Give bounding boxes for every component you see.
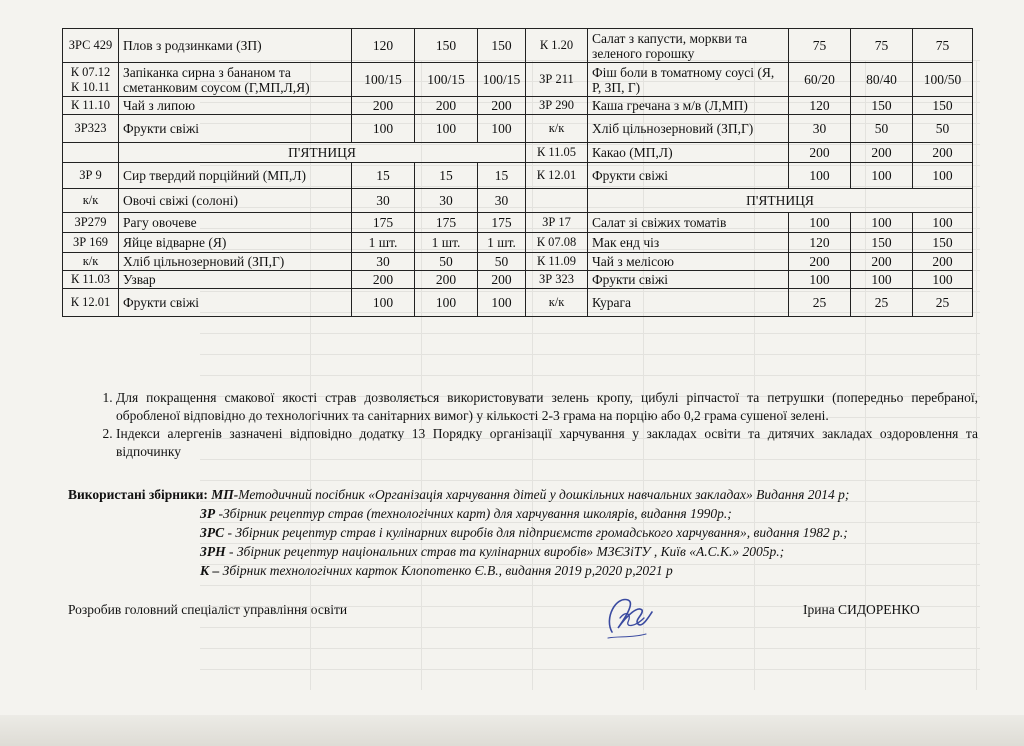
cell-portion-v2: 100 (851, 213, 913, 233)
cell-portion-v2: 175 (415, 213, 478, 233)
cell-code: К 11.05 (526, 143, 588, 163)
cell-code: к/к (526, 115, 588, 143)
note-item: 1. Для покращення смакової якості страв дозволяється використовувати зелень кропу, цибулі ріпчастої та петрушки (попередньо перебраної, обробленої відповідно до технологічних та санітарних вимог) у кількості 2-3 грама на порцію або 0,2 грама сушеної зелені. (116, 389, 978, 425)
page-bottom-edge (0, 715, 1024, 746)
cell-portion-v2: 80/40 (851, 63, 913, 97)
handwritten-signature (598, 588, 658, 648)
cell-code: К 11.10 (63, 97, 119, 115)
signer-name: Ірина СИДОРЕНКО (803, 602, 920, 617)
cell-code: ЗРС 429 (63, 29, 119, 63)
menu-table-body (63, 29, 973, 317)
cell-dish-name: Фрукти свіжі (588, 163, 789, 189)
cell-portion-v1: 120 (789, 233, 851, 253)
cell-dish-name: Чай з мелісою (588, 253, 789, 271)
day-heading: П'ЯТНИЦЯ (588, 189, 973, 213)
cell-portion-v1: 60/20 (789, 63, 851, 97)
cell-portion-v3: 200 (913, 253, 973, 271)
cell-dish-name: Чай з липою (119, 97, 352, 115)
table-row (63, 253, 973, 271)
cell-portion-v1: 120 (789, 97, 851, 115)
note-item: 2. Індекси алергенів зазначені відповідно додатку 13 Порядку організації харчування у закладах освіти та дитячих закладах оздоровлення та відпочинку (116, 425, 978, 461)
table-row (63, 271, 973, 289)
cell-code: К 12.01 (63, 289, 119, 317)
cell-portion-v1: 15 (352, 163, 415, 189)
table-row (63, 143, 973, 163)
day-heading: П'ЯТНИЦЯ (119, 143, 526, 163)
cell-dish-name: Салат зі свіжих томатів (588, 213, 789, 233)
cell-dish-name: Овочі свіжі (солоні) (119, 189, 352, 213)
cell-portion-v3: 100 (478, 115, 526, 143)
source-key: ЗРН (200, 544, 226, 559)
source-key: МП- (211, 487, 239, 502)
cell-portion-v3: 100 (478, 289, 526, 317)
cell-portion-v2: 200 (851, 253, 913, 271)
cell-portion-v1: 120 (352, 29, 415, 63)
table-row (63, 115, 973, 143)
cell-dish-name: Яйце відварне (Я) (119, 233, 352, 253)
cell-dish-name: Рагу овочеве (119, 213, 352, 233)
source-key: ЗР (200, 506, 216, 521)
cell-dish-name: Хліб цільнозерновий (ЗП,Г) (588, 115, 789, 143)
cell-code: к/к (63, 189, 119, 213)
cell-portion-v1: 200 (789, 143, 851, 163)
cell-code: К 1.20 (526, 29, 588, 63)
cell-code: ЗР 9 (63, 163, 119, 189)
cell-portion-v2: 75 (851, 29, 913, 63)
cell-dish-name: Фрукти свіжі (588, 271, 789, 289)
cell-dish-name: Мак енд чіз (588, 233, 789, 253)
cell-portion-v3: 100 (913, 213, 973, 233)
cell-portion-v3: 100/50 (913, 63, 973, 97)
cell-portion-v3: 200 (478, 97, 526, 115)
cell-code: К 11.03 (63, 271, 119, 289)
cell-portion-v1: 100 (789, 163, 851, 189)
cell-portion-v3: 1 шт. (478, 233, 526, 253)
cell-dish-name: Салат з капусти, моркви та зеленого горошку (588, 29, 789, 63)
cell-portion-v3: 75 (913, 29, 973, 63)
cell-portion-v1: 75 (789, 29, 851, 63)
source-text: - Збірник рецептур страв і кулінарних виробів для підприємств громадського харчування», видання 1982 р.; (224, 525, 848, 540)
table-row (63, 213, 973, 233)
cell-portion-v1: 30 (352, 253, 415, 271)
table-row (63, 29, 973, 63)
cell-portion-v1: 200 (789, 253, 851, 271)
cell-portion-v2: 200 (415, 271, 478, 289)
cell-portion-v2: 100 (851, 163, 913, 189)
cell-portion-v3: 100 (913, 163, 973, 189)
cell-code: ЗР279 (63, 213, 119, 233)
cell-portion-v3: 100/15 (478, 63, 526, 97)
cell-portion-v1: 1 шт. (352, 233, 415, 253)
cell-portion-v2: 30 (415, 189, 478, 213)
cell-portion-v3: 200 (478, 271, 526, 289)
cell-portion-v1: 30 (789, 115, 851, 143)
cell-portion-v1: 100/15 (352, 63, 415, 97)
cell-code: к/к (526, 289, 588, 317)
cell-dish-name: Курага (588, 289, 789, 317)
cell-portion-v1: 30 (352, 189, 415, 213)
source-text: -Збірник рецептур страв (технологічних карт) для харчування школярів, видання 1990р.; (215, 506, 732, 521)
cell-portion-v3: 200 (913, 143, 973, 163)
cell-code: ЗР 211 (526, 63, 588, 97)
menu-table (62, 28, 973, 317)
cell-portion-v2: 1 шт. (415, 233, 478, 253)
cell-portion-v1: 100 (352, 289, 415, 317)
cell-portion-v2: 50 (851, 115, 913, 143)
cell-portion-v3: 100 (913, 271, 973, 289)
cell-portion-v1: 175 (352, 213, 415, 233)
notes-section (88, 389, 978, 461)
cell-code: ЗР 290 (526, 97, 588, 115)
cell-portion-v1: 100 (789, 213, 851, 233)
cell-code: ЗР323 (63, 115, 119, 143)
cell-portion-v2: 150 (415, 29, 478, 63)
cell-dish-name: Плов з родзинками (ЗП) (119, 29, 352, 63)
table-row (63, 63, 973, 97)
cell-dish-name: Запіканка сирна з бананом та сметанковим соусом (Г,МП,Л,Я) (119, 63, 352, 97)
cell-portion-v3: 150 (913, 97, 973, 115)
cell-portion-v3: 50 (913, 115, 973, 143)
cell-code: ЗР 323 (526, 271, 588, 289)
cell-code: К 11.09 (526, 253, 588, 271)
cell-portion-v2: 25 (851, 289, 913, 317)
source-text: Збірник технологічних карток Клопотенко Є.В., видання 2019 р,2020 р,2021 р (219, 563, 673, 578)
source-text: Методичний посібник «Організація харчування дітей у дошкільних навчальних закладах» Видання 2014 р; (238, 487, 850, 502)
cell-portion-v1: 200 (352, 271, 415, 289)
cell-portion-v1: 100 (352, 115, 415, 143)
table-row (63, 289, 973, 317)
cell-code: к/к (63, 253, 119, 271)
cell-dish-name: Какао (МП,Л) (588, 143, 789, 163)
cell-empty (63, 143, 119, 163)
table-row (63, 97, 973, 115)
table-row (63, 163, 973, 189)
cell-code: К 07.12 К 10.11 (63, 63, 119, 97)
cell-dish-name: Фрукти свіжі (119, 115, 352, 143)
cell-portion-v2: 150 (851, 233, 913, 253)
cell-code: К 07.08 (526, 233, 588, 253)
cell-portion-v2: 15 (415, 163, 478, 189)
cell-empty (526, 189, 588, 213)
sources-heading: Використані збірники: (68, 487, 212, 502)
cell-portion-v2: 150 (851, 97, 913, 115)
sources-section (68, 485, 968, 580)
cell-portion-v3: 175 (478, 213, 526, 233)
cell-dish-name: Фрукти свіжі (119, 289, 352, 317)
cell-portion-v2: 100/15 (415, 63, 478, 97)
cell-portion-v3: 30 (478, 189, 526, 213)
cell-portion-v2: 50 (415, 253, 478, 271)
cell-code: К 12.01 (526, 163, 588, 189)
source-key: ЗРС (200, 525, 225, 540)
cell-portion-v2: 200 (851, 143, 913, 163)
cell-code: ЗР 169 (63, 233, 119, 253)
cell-dish-name: Фіш боли в томатному соусі (Я, Р, ЗП, Г) (588, 63, 789, 97)
cell-portion-v1: 25 (789, 289, 851, 317)
cell-dish-name: Сир твердий порційний (МП,Л) (119, 163, 352, 189)
cell-portion-v3: 15 (478, 163, 526, 189)
cell-portion-v2: 100 (415, 115, 478, 143)
cell-portion-v3: 150 (913, 233, 973, 253)
cell-code: ЗР 17 (526, 213, 588, 233)
cell-portion-v2: 100 (415, 289, 478, 317)
cell-dish-name: Узвар (119, 271, 352, 289)
table-row (63, 189, 973, 213)
cell-portion-v1: 100 (789, 271, 851, 289)
source-key: К – (200, 563, 220, 578)
cell-portion-v3: 50 (478, 253, 526, 271)
cell-portion-v2: 200 (415, 97, 478, 115)
source-text: - Збірник рецептур національних страв та кулінарних виробів» МЗЄЗіТУ , Київ «А.С.К.» 2005р.; (225, 544, 785, 559)
table-row (63, 233, 973, 253)
author-line: Розробив головний спеціаліст управління освіти (68, 602, 348, 617)
cell-portion-v1: 200 (352, 97, 415, 115)
cell-portion-v2: 100 (851, 271, 913, 289)
cell-portion-v3: 150 (478, 29, 526, 63)
cell-dish-name: Каша гречана з м/в (Л,МП) (588, 97, 789, 115)
cell-portion-v3: 25 (913, 289, 973, 317)
cell-dish-name: Хліб цільнозерновий (ЗП,Г) (119, 253, 352, 271)
